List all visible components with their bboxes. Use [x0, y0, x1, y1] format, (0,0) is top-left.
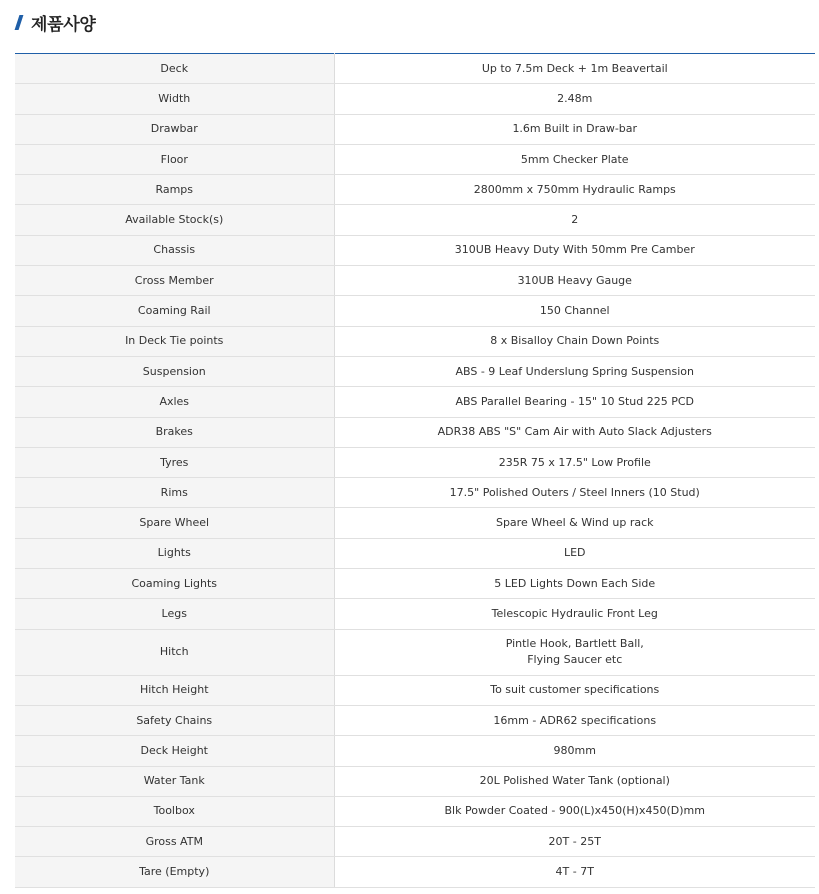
- spec-value: ABS Parallel Bearing - 15" 10 Stud 225 PCD: [334, 387, 815, 417]
- spec-label: Chassis: [15, 235, 334, 265]
- spec-row-ramps: [15, 175, 815, 205]
- spec-label: Toolbox: [15, 796, 334, 826]
- spec-table: [15, 53, 815, 888]
- spec-row-deck: [15, 54, 815, 84]
- spec-value: 310UB Heavy Gauge: [334, 266, 815, 296]
- spec-label: Ramps: [15, 175, 334, 205]
- spec-value: To suit customer specifications: [334, 675, 815, 705]
- spec-row-brakes: [15, 417, 815, 447]
- spec-row-lights: [15, 538, 815, 568]
- spec-value: Blk Powder Coated - 900(L)x450(H)x450(D)mm: [334, 796, 815, 826]
- spec-label: Coaming Lights: [15, 569, 334, 599]
- spec-value: 16mm - ADR62 specifications: [334, 705, 815, 735]
- spec-label: Spare Wheel: [15, 508, 334, 538]
- spec-label: Gross ATM: [15, 827, 334, 857]
- spec-value: 2.48m: [334, 84, 815, 114]
- spec-label: Rims: [15, 478, 334, 508]
- spec-label: Coaming Rail: [15, 296, 334, 326]
- spec-row-coaming-rail: [15, 296, 815, 326]
- spec-row-spare-wheel: [15, 508, 815, 538]
- spec-row-width: [15, 84, 815, 114]
- spec-row-tyres: [15, 447, 815, 477]
- spec-value: ABS - 9 Leaf Underslung Spring Suspension: [334, 356, 815, 386]
- spec-row-legs: [15, 599, 815, 629]
- spec-row-suspension: [15, 356, 815, 386]
- spec-label: Suspension: [15, 356, 334, 386]
- spec-label: Brakes: [15, 417, 334, 447]
- spec-row-floor: [15, 144, 815, 174]
- spec-value-line: Flying Saucer etc: [527, 653, 623, 667]
- spec-row-chassis: [15, 235, 815, 265]
- spec-label: In Deck Tie points: [15, 326, 334, 356]
- spec-value: 5mm Checker Plate: [334, 144, 815, 174]
- spec-row-hitch: [15, 629, 815, 675]
- spec-row-deck-height: [15, 736, 815, 766]
- spec-row-tie-points: [15, 326, 815, 356]
- spec-label: Tyres: [15, 447, 334, 477]
- spec-value: 980mm: [334, 736, 815, 766]
- spec-row-drawbar: [15, 114, 815, 144]
- spec-value: 235R 75 x 17.5" Low Profile: [334, 447, 815, 477]
- spec-value: 1.6m Built in Draw-bar: [334, 114, 815, 144]
- spec-value: LED: [334, 538, 815, 568]
- spec-value: 2800mm x 750mm Hydraulic Ramps: [334, 175, 815, 205]
- spec-label: Drawbar: [15, 114, 334, 144]
- spec-value: 8 x Bisalloy Chain Down Points: [334, 326, 815, 356]
- page-title: 제품사양: [31, 14, 96, 35]
- spec-value: 2: [334, 205, 815, 235]
- spec-value-line: Pintle Hook, Bartlett Ball,: [505, 637, 644, 651]
- spec-label: Tare (Empty): [15, 857, 334, 887]
- spec-label: Axles: [15, 387, 334, 417]
- spec-row-rims: [15, 478, 815, 508]
- spec-row-safety-chains: [15, 705, 815, 735]
- spec-row-toolbox: [15, 796, 815, 826]
- spec-row-tare: [15, 857, 815, 887]
- spec-label: Deck Height: [15, 736, 334, 766]
- spec-label: Legs: [15, 599, 334, 629]
- spec-label: Available Stock(s): [15, 205, 334, 235]
- spec-row-coaming-lights: [15, 569, 815, 599]
- spec-label: Deck: [15, 54, 334, 84]
- spec-value: ADR38 ABS "S" Cam Air with Auto Slack Adjusters: [334, 417, 815, 447]
- spec-label: Width: [15, 84, 334, 114]
- spec-row-hitch-height: [15, 675, 815, 705]
- spec-row-cross-member: [15, 266, 815, 296]
- spec-label: Lights: [15, 538, 334, 568]
- section-header: [15, 10, 96, 34]
- spec-value: 150 Channel: [334, 296, 815, 326]
- spec-label: Safety Chains: [15, 705, 334, 735]
- spec-value: 5 LED Lights Down Each Side: [334, 569, 815, 599]
- spec-row-water-tank: [15, 766, 815, 796]
- spec-value: 310UB Heavy Duty With 50mm Pre Camber: [334, 235, 815, 265]
- spec-value: 20L Polished Water Tank (optional): [334, 766, 815, 796]
- spec-row-axles: [15, 387, 815, 417]
- spec-value: Spare Wheel & Wind up rack: [334, 508, 815, 538]
- spec-label: Floor: [15, 144, 334, 174]
- spec-value: Telescopic Hydraulic Front Leg: [334, 599, 815, 629]
- spec-value: 17.5" Polished Outers / Steel Inners (10 Stud): [334, 478, 815, 508]
- spec-value: 20T - 25T: [334, 827, 815, 857]
- spec-value: 4T - 7T: [334, 857, 815, 887]
- slash-accent-icon: [15, 15, 24, 30]
- spec-label: Hitch: [15, 629, 334, 675]
- spec-row-gross-atm: [15, 827, 815, 857]
- spec-label: Water Tank: [15, 766, 334, 796]
- spec-value: [334, 629, 815, 675]
- spec-row-available-stock: [15, 205, 815, 235]
- spec-value: Up to 7.5m Deck + 1m Beavertail: [334, 54, 815, 84]
- spec-label: Cross Member: [15, 266, 334, 296]
- spec-label: Hitch Height: [15, 675, 334, 705]
